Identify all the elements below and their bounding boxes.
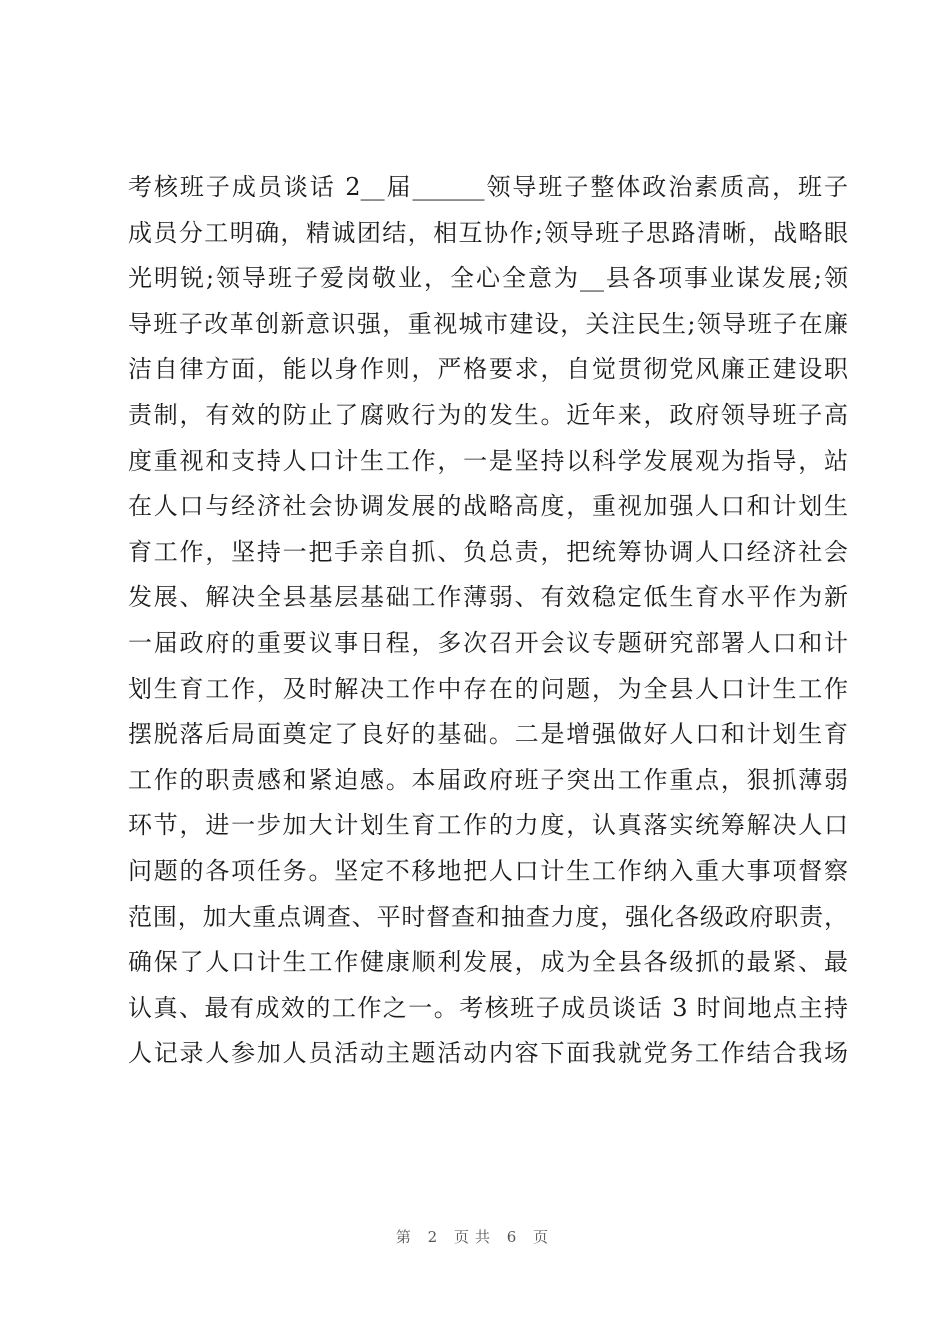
text-line: 摆脱落后局面奠定了良好的基础。二是增强做好人口和计划生育 (128, 720, 848, 749)
text-line: 责制，有效的防止了腐败行为的发生。近年来，政府领导班子高 (128, 400, 848, 429)
text-line: 问题的各项任务。坚定不移地把人口计生工作纳入重大事项督察 (128, 856, 848, 885)
text-line: 度重视和支持人口计生工作，一是坚持以科学发展观为指导，站 (128, 446, 848, 475)
text-line: 确保了人口计生工作健康顺利发展，成为全县各级抓的最紧、最 (128, 948, 848, 977)
text-line: 在人口与经济社会协调发展的战略高度，重视加强人口和计划生 (128, 492, 848, 521)
text-line: 考核班子成员谈话 2__届______领导班子整体政治素质高，班子 (128, 173, 848, 201)
text-line: 导班子改革创新意识强，重视城市建设，关注民生;领导班子在廉 (128, 309, 848, 338)
text-line: 环节，进一步加大计划生育工作的力度，认真落实统筹解决人口 (128, 811, 848, 840)
text-line: 发展、解决全县基层基础工作薄弱、有效稳定低生育水平作为新 (128, 583, 848, 612)
text-line: 光明锐;领导班子爱岗敬业，全心全意为__县各项事业谋发展;领 (128, 264, 848, 293)
page-number: 第 2 页共 6 页 (395, 1228, 555, 1246)
body-text (128, 165, 848, 1077)
text-line: 成员分工明确，精诚团结，相互协作;领导班子思路清晰，战略眼 (128, 218, 848, 247)
text-line: 范围，加大重点调查、平时督查和抽查力度，强化各级政府职责， (128, 902, 848, 931)
text-line: 工作的职责感和紧迫感。本届政府班子突出工作重点，狠抓薄弱 (128, 765, 848, 794)
text-line: 育工作，坚持一把手亲自抓、负总责，把统筹协调人口经济社会 (128, 537, 848, 566)
text-line: 一届政府的重要议事日程，多次召开会议专题研究部署人口和计 (128, 628, 848, 657)
text-line: 洁自律方面，能以身作则，严格要求，自觉贯彻党风廉正建设职 (128, 355, 848, 384)
text-line: 人记录人参加人员活动主题活动内容下面我就党务工作结合我场 (128, 1039, 848, 1068)
text-line: 划生育工作，及时解决工作中存在的问题，为全县人口计生工作 (128, 674, 848, 703)
text-line: 认真、最有成效的工作之一。考核班子成员谈话 3 时间地点主持 (128, 993, 848, 1022)
